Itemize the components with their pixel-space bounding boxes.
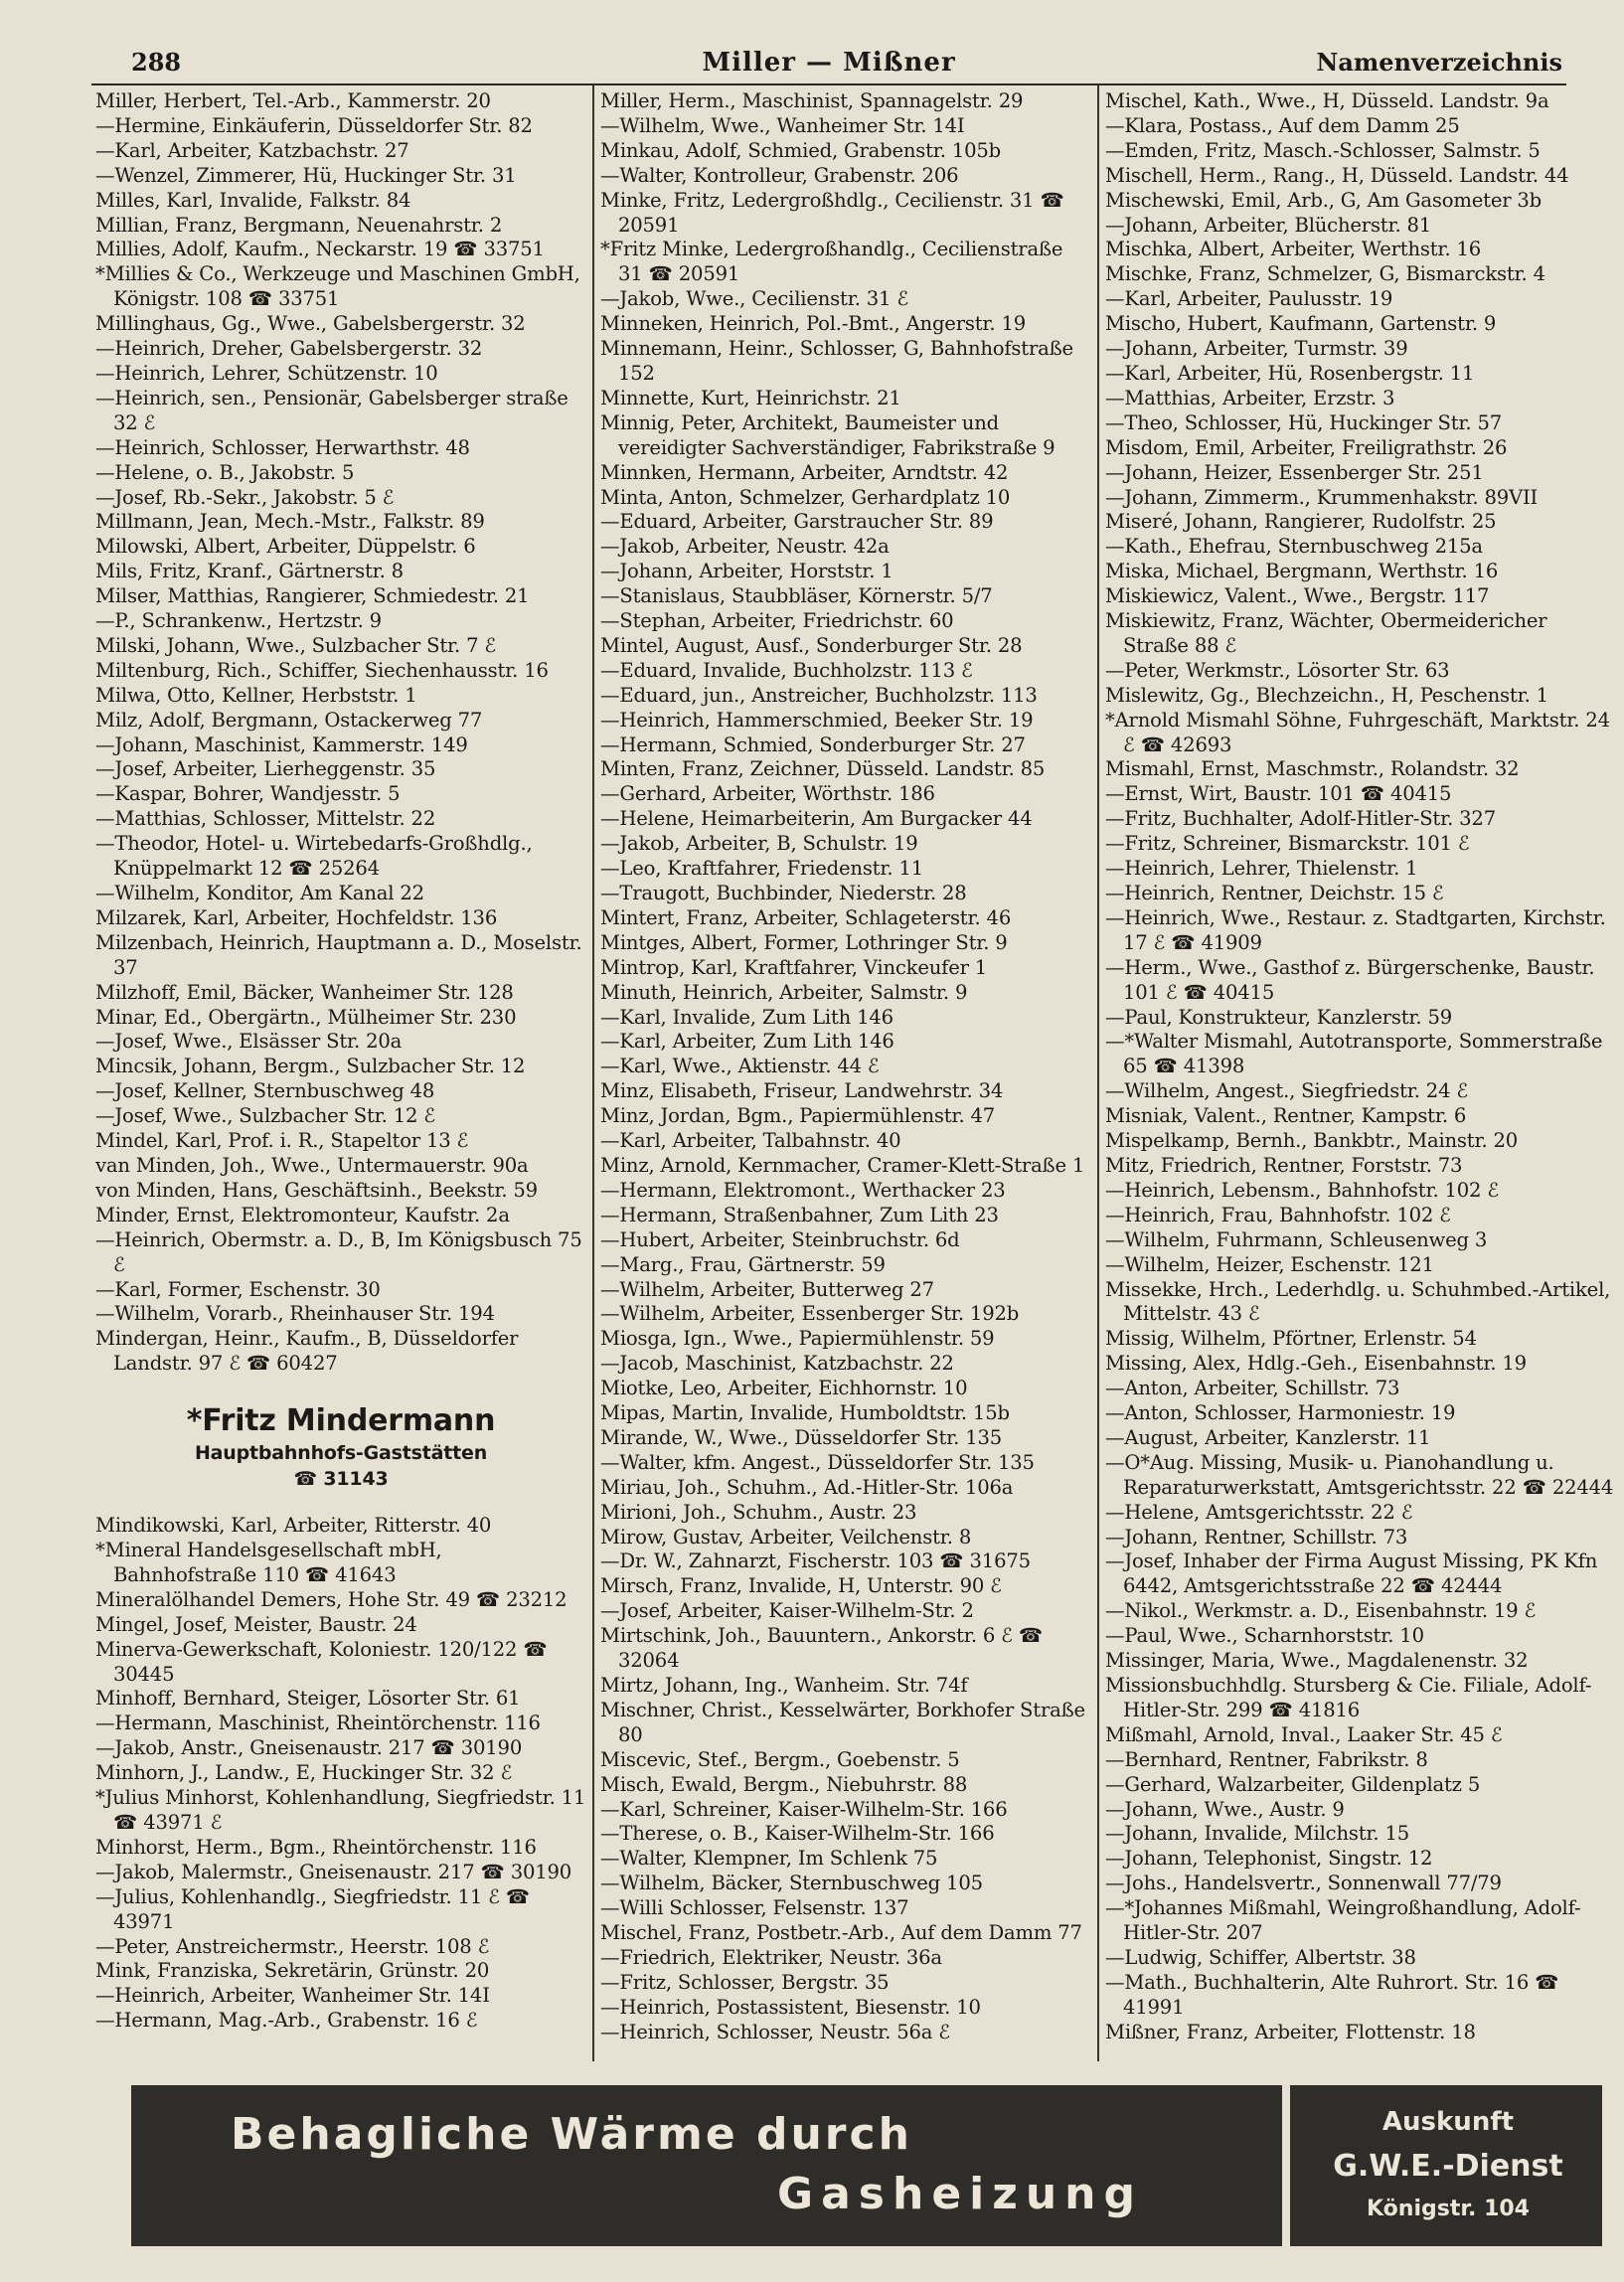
directory-entry: Minten, Franz, Zeichner, Düsseld. Landstr. 85 <box>600 757 1046 781</box>
directory-entry: —Jakob, Wwe., Cecilienstr. 31 ℰ <box>600 287 908 311</box>
directory-entry: —Karl, Former, Eschenstr. 30 <box>95 1277 381 1301</box>
directory-entry: Mingel, Josef, Meister, Baustr. 24 <box>95 1612 417 1636</box>
directory-entry: —Johann, Invalide, Milchstr. 15 <box>1105 1822 1409 1846</box>
directory-entry: Millian, Franz, Bergmann, Neuenahrstr. 2 <box>95 213 503 237</box>
directory-entry: —Johann, Rentner, Schillstr. 73 <box>1105 1525 1408 1548</box>
directory-entry: —Heinrich, sen., Pensionär, Gabelsberger straße 32 ℰ <box>95 386 568 434</box>
directory-entry: —Karl, Arbeiter, Paulusstr. 19 <box>1105 287 1393 311</box>
directory-entry: —Josef, Inhaber der Firma August Missing, PK Kfn 6442, Amtsgerichtsstraße 22 ☎ 42444 <box>1105 1549 1598 1598</box>
directory-entry: Minz, Arnold, Kernmacher, Cramer-Klett-Straße 1 <box>600 1153 1085 1177</box>
advert-name: *Fritz Mindermann <box>186 1403 496 1439</box>
directory-entry: Missionsbuchhdlg. Stursberg & Cie. Filiale, Adolf-Hitler-Str. 299 ☎ 41816 <box>1105 1674 1592 1721</box>
directory-entry: Minar, Ed., Obergärtn., Mülheimer Str. 230 <box>95 1005 517 1029</box>
directory-entry: —Karl, Arbeiter, Talbahnstr. 40 <box>600 1129 901 1153</box>
advert-box <box>95 1377 586 1514</box>
directory-entry: —Dr. W., Zahnarzt, Fischerstr. 103 ☎ 31675 <box>600 1549 1031 1573</box>
directory-entry: Mitz, Friedrich, Rentner, Forststr. 73 <box>1105 1153 1463 1177</box>
directory-entry: —Karl, Arbeiter, Zum Lith 146 <box>600 1030 894 1054</box>
directory-entry: —Jakob, Anstr., Gneisenaustr. 217 ☎ 30190 <box>95 1736 523 1760</box>
banner-info-name: G.W.E.-Dienst <box>1333 2149 1563 2184</box>
directory-entry: Mintges, Albert, Former, Lothringer Str. 9 <box>600 930 1008 954</box>
directory-entry: —Karl, Schreiner, Kaiser-Wilhelm-Str. 166 <box>600 1797 1008 1821</box>
directory-entry: Minkau, Adolf, Schmied, Grabenstr. 105b <box>600 138 1001 162</box>
directory-entry: —Karl, Wwe., Aktienstr. 44 ℰ <box>600 1055 880 1078</box>
directory-entry: Missing, Alex, Hdlg.-Geh., Eisenbahnstr. 19 <box>1105 1352 1527 1376</box>
directory-entry: —Walter, Kontrolleur, Grabenstr. 206 <box>600 163 959 187</box>
directory-entry: *Fritz Minke, Ledergroßhandlg., Cecilienstraße 31 ☎ 20591 <box>600 238 1063 286</box>
directory-entry: Mirtz, Johann, Ing., Wanheim. Str. 74f <box>600 1674 968 1697</box>
directory-entry: Misch, Ewald, Bergm., Niebuhrstr. 88 <box>600 1772 968 1796</box>
directory-entry: Mischner, Christ., Kesselwärter, Borkhofer Straße 80 <box>600 1698 1085 1746</box>
directory-entry: *Mineral Handelsgesellschaft mbH, Bahnhofstraße 110 ☎ 41643 <box>95 1539 442 1586</box>
section-title: Namenverzeichnis <box>1316 48 1562 77</box>
directory-entry: —Gerhard, Arbeiter, Wörthstr. 186 <box>600 782 935 806</box>
directory-entry: —*Johannes Mißmahl, Weingroßhandlung, Adolf-Hitler-Str. 207 <box>1105 1896 1581 1945</box>
directory-entry: Minnette, Kurt, Heinrichstr. 21 <box>600 386 901 409</box>
directory-entry: —Josef, Wwe., Sulzbacher Str. 12 ℰ <box>95 1104 435 1128</box>
directory-entry: Mirsch, Franz, Invalide, H, Unterstr. 90 ℰ <box>600 1574 1002 1598</box>
directory-entry: —Johs., Handelsvertr., Sonnenwall 77/79 <box>1105 1872 1502 1895</box>
directory-entry: *Millies & Co., Werkzeuge und Maschinen GmbH, Königstr. 108 ☎ 33751 <box>95 262 580 311</box>
directory-entry: —Herm., Wwe., Gasthof z. Bürgerschenke, Baustr. 101 ℰ ☎ 40415 <box>1105 955 1595 1004</box>
directory-entry: —Heinrich, Obermstr. a. D., B, Im Königsbusch 75 ℰ <box>95 1227 582 1276</box>
directory-entry: Missekke, Hrch., Lederhdlg. u. Schuhmbed.-Artikel, Mittelstr. 43 ℰ <box>1105 1277 1611 1326</box>
directory-entry: —Marg., Frau, Gärtnerstr. 59 <box>600 1252 886 1276</box>
column-3 <box>1105 89 1614 2062</box>
directory-entry: —Wilhelm, Bäcker, Sternbuschweg 105 <box>600 1872 983 1895</box>
directory-entry: Mischo, Hubert, Kaufmann, Gartenstr. 9 <box>1105 312 1497 336</box>
directory-entry: Milser, Matthias, Rangierer, Schmiedestr. 21 <box>95 584 530 608</box>
directory-entry: Millinghaus, Gg., Wwe., Gabelsbergerstr. 32 <box>95 312 526 336</box>
directory-entry: Mismahl, Ernst, Maschmstr., Rolandstr. 32 <box>1105 757 1520 781</box>
directory-entry: van Minden, Joh., Wwe., Untermauerstr. 90a <box>95 1153 529 1177</box>
directory-entry: Miller, Herm., Maschinist, Spannagelstr. 29 <box>600 89 1024 112</box>
directory-entry: —Johann, Telephonist, Singstr. 12 <box>1105 1847 1433 1871</box>
directory-entry: Miseré, Johann, Rangierer, Rudolfstr. 25 <box>1105 510 1497 534</box>
directory-entry: Minhoff, Bernhard, Steiger, Lösorter Str. 61 <box>95 1687 521 1711</box>
entry-list-1b <box>95 1514 586 2034</box>
directory-entry: Mintert, Franz, Arbeiter, Schlageterstr. 46 <box>600 905 1012 929</box>
directory-entry: —Josef, Wwe., Elsässer Str. 20a <box>95 1030 403 1054</box>
directory-entry: Mintel, August, Ausf., Sonderburger Str. 28 <box>600 633 1023 657</box>
directory-entry: —Wilhelm, Fuhrmann, Schleusenweg 3 <box>1105 1227 1488 1251</box>
directory-entry: Mischke, Franz, Schmelzer, G, Bismarckstr. 4 <box>1105 262 1545 286</box>
column-1 <box>95 89 586 2062</box>
banner-line-2: Gasheizung <box>777 2169 1143 2219</box>
directory-entry: —Heinrich, Lehrer, Thielenstr. 1 <box>1105 857 1418 881</box>
directory-entry: —Heinrich, Rentner, Deichstr. 15 ℰ <box>1105 882 1444 904</box>
directory-entry: Minder, Ernst, Elektromonteur, Kaufstr. 2a <box>95 1203 510 1226</box>
directory-entry: Milzenbach, Heinrich, Hauptmann a. D., Moselstr. 37 <box>95 930 582 979</box>
directory-entry: —Peter, Anstreichermstr., Heerstr. 108 ℰ <box>95 1934 490 1958</box>
directory-entry: —Helene, Amtsgerichtsstr. 22 ℰ <box>1105 1500 1413 1524</box>
directory-entry: Minnken, Hermann, Arbeiter, Arndtstr. 42 <box>600 460 1009 484</box>
directory-entry: Milzarek, Karl, Arbeiter, Hochfeldstr. 136 <box>95 905 498 929</box>
directory-entry: —Friedrich, Elektriker, Neustr. 36a <box>600 1945 942 1969</box>
directory-entry: —Johann, Heizer, Essenberger Str. 251 <box>1105 460 1484 484</box>
directory-entry: Milz, Adolf, Bergmann, Ostackerweg 77 <box>95 708 483 732</box>
directory-entry: —Wilhelm, Arbeiter, Essenberger Str. 192b <box>600 1302 1020 1326</box>
directory-entry: Miska, Michael, Bergmann, Werthstr. 16 <box>1105 560 1499 583</box>
directory-entry: Miotke, Leo, Arbeiter, Eichhornstr. 10 <box>600 1377 968 1400</box>
directory-entry: Mischell, Herm., Rang., H, Düsseld. Landstr. 44 <box>1105 163 1569 187</box>
directory-entry: —Heinrich, Schlosser, Herwarthstr. 48 <box>95 435 470 459</box>
directory-entry: —Josef, Kellner, Sternbuschweg 48 <box>95 1079 435 1103</box>
directory-entry: Mirow, Gustav, Arbeiter, Veilchenstr. 8 <box>600 1525 972 1548</box>
directory-entry: Minke, Fritz, Ledergroßhdlg., Cecilienstr. 31 ☎ 20591 <box>600 188 1064 237</box>
directory-entry: —Helene, o. B., Jakobstr. 5 <box>95 460 355 484</box>
directory-entry: Millies, Adolf, Kaufm., Neckarstr. 19 ☎ 33751 <box>95 238 545 261</box>
directory-entry: —Wilhelm, Heizer, Eschenstr. 121 <box>1105 1252 1434 1276</box>
directory-entry: Mischka, Albert, Arbeiter, Werthstr. 16 <box>1105 238 1482 261</box>
directory-entry: —Bernhard, Rentner, Fabrikstr. 8 <box>1105 1747 1428 1771</box>
directory-entry: Mißmahl, Arnold, Inval., Laaker Str. 45 ℰ <box>1105 1722 1503 1746</box>
directory-entry: Mincsik, Johann, Bergm., Sulzbacher Str. 12 <box>95 1055 526 1078</box>
directory-entry: Mischewski, Emil, Arb., G, Am Gasometer 3b <box>1105 188 1543 212</box>
directory-entry: Milzhoff, Emil, Bäcker, Wanheimer Str. 128 <box>95 980 514 1004</box>
page-header <box>91 44 1566 85</box>
directory-entry: Miltenburg, Rich., Schiffer, Siechenhausstr. 16 <box>95 658 549 682</box>
directory-entry: Miriau, Joh., Schuhm., Ad.-Hitler-Str. 106a <box>600 1475 1014 1499</box>
directory-entry: Mintrop, Karl, Kraftfahrer, Vinckeufer 1 <box>600 955 988 979</box>
advert-subtitle: Hauptbahnhofs-Gaststätten <box>194 1442 488 1465</box>
directory-entry: —Wilhelm, Konditor, Am Kanal 22 <box>95 882 424 904</box>
directory-entry: Mirioni, Joh., Schuhm., Austr. 23 <box>600 1500 917 1524</box>
directory-entry: Mißner, Franz, Arbeiter, Flottenstr. 18 <box>1105 2020 1476 2043</box>
directory-entry: —Wilhelm, Angest., Siegfriedstr. 24 ℰ <box>1105 1079 1469 1103</box>
directory-entry: Mirande, W., Wwe., Düsseldorfer Str. 135 <box>600 1425 1002 1449</box>
directory-entry: Minneken, Heinrich, Pol.-Bmt., Angerstr. 19 <box>600 312 1027 336</box>
directory-entry: Minhorst, Herm., Bgm., Rheintörchenstr. 116 <box>95 1835 537 1859</box>
directory-entry: Milowski, Albert, Arbeiter, Düppelstr. 6 <box>95 535 476 559</box>
directory-entry: Mipas, Martin, Invalide, Humboldtstr. 15b <box>600 1401 1010 1425</box>
banner-line-1: Behagliche Wärme durch <box>231 2109 912 2160</box>
directory-entry: —Karl, Arbeiter, Katzbachstr. 27 <box>95 138 409 162</box>
directory-entry: —Gerhard, Walzarbeiter, Gildenplatz 5 <box>1105 1772 1481 1796</box>
directory-entry: —Emden, Fritz, Masch.-Schlosser, Salmstr. 5 <box>1105 138 1541 162</box>
directory-entry: —Walter, kfm. Angest., Düsseldorfer Str. 135 <box>600 1450 1035 1474</box>
directory-entry: —Wilhelm, Wwe., Wanheimer Str. 14I <box>600 113 965 137</box>
directory-entry: —Ernst, Wirt, Baustr. 101 ☎ 40415 <box>1105 782 1452 806</box>
directory-entry: —Klara, Postass., Auf dem Damm 25 <box>1105 113 1460 137</box>
directory-entry: —P., Schrankenw., Hertzstr. 9 <box>95 609 382 633</box>
directory-entry: Miscevic, Stef., Bergm., Goebenstr. 5 <box>600 1747 960 1771</box>
page-title: Miller — Mißner <box>702 48 956 78</box>
directory-entry: —Wilhelm, Arbeiter, Butterweg 27 <box>600 1277 934 1301</box>
directory-entry: Minta, Anton, Schmelzer, Gerhardplatz 10 <box>600 485 1011 509</box>
directory-entry: —Peter, Werkmstr., Lösorter Str. 63 <box>1105 658 1450 682</box>
directory-entry: —Johann, Zimmerm., Krummenhakstr. 89VII <box>1105 485 1539 509</box>
directory-entry: —Jakob, Arbeiter, B, Schulstr. 19 <box>600 832 918 856</box>
directory-entry: —Johann, Arbeiter, Horststr. 1 <box>600 560 893 583</box>
directory-entry: —Paul, Konstrukteur, Kanzlerstr. 59 <box>1105 1005 1453 1029</box>
directory-entry: —Eduard, Arbeiter, Garstraucher Str. 89 <box>600 510 994 534</box>
directory-entry: —Helene, Heimarbeiterin, Am Burgacker 44 <box>600 807 1033 831</box>
banner-info-address: Königstr. 104 <box>1367 2197 1530 2221</box>
directory-entry: —Jakob, Malermstr., Gneisenaustr. 217 ☎ 30190 <box>95 1860 572 1883</box>
directory-entry: Minuth, Heinrich, Arbeiter, Salmstr. 9 <box>600 980 968 1004</box>
directory-entry: —Heinrich, Hammerschmied, Beeker Str. 19 <box>600 708 1034 732</box>
directory-entry: —Heinrich, Lebensm., Bahnhofstr. 102 ℰ <box>1105 1178 1500 1202</box>
advert-phone: ☎ 31143 <box>293 1468 389 1491</box>
directory-entry: —Therese, o. B., Kaiser-Wilhelm-Str. 166 <box>600 1822 995 1846</box>
banner-info-label: Auskunft <box>1381 2107 1515 2137</box>
directory-entry: von Minden, Hans, Geschäftsinh., Beekstr. 59 <box>95 1178 538 1202</box>
directory-entry: Mischel, Franz, Postbetr.-Arb., Auf dem Damm 77 <box>600 1921 1082 1945</box>
directory-entry: —Johann, Maschinist, Kammerstr. 149 <box>95 733 468 756</box>
directory-entry: —Jakob, Arbeiter, Neustr. 42a <box>600 535 890 559</box>
directory-entry: Miskiewitz, Franz, Wächter, Obermeidericher Straße 88 ℰ <box>1105 609 1547 657</box>
directory-entry: Misdom, Emil, Arbeiter, Freiligrathstr. 26 <box>1105 435 1508 459</box>
directory-entry: —O*Aug. Missing, Musik- u. Pianohandlung u. Reparaturwerkstatt, Amtsgerichtsstr. 22 ☎ 22444 <box>1105 1450 1614 1499</box>
directory-entry: —August, Arbeiter, Kanzlerstr. 11 <box>1105 1425 1431 1449</box>
directory-entry: —Matthias, Arbeiter, Erzstr. 3 <box>1105 386 1395 409</box>
directory-entry: Misniak, Valent., Rentner, Kampstr. 6 <box>1105 1104 1467 1128</box>
directory-entry: Missinger, Maria, Wwe., Magdalenenstr. 32 <box>1105 1649 1529 1673</box>
directory-entry: —Wilhelm, Vorarb., Rheinhauser Str. 194 <box>95 1302 495 1326</box>
directory-entry: —Heinrich, Frau, Bahnhofstr. 102 ℰ <box>1105 1203 1451 1226</box>
directory-entry: Mineralölhandel Demers, Hohe Str. 49 ☎ 23212 <box>95 1587 568 1611</box>
directory-entry: —Heinrich, Postassistent, Biesenstr. 10 <box>600 1995 981 2019</box>
directory-entry: —Heinrich, Wwe., Restaur. z. Stadtgarten, Kirchstr. 17 ℰ ☎ 41909 <box>1105 905 1606 954</box>
directory-entry: —Karl, Arbeiter, Hü, Rosenbergstr. 11 <box>1105 361 1475 385</box>
directory-entry: Milles, Karl, Invalide, Falkstr. 84 <box>95 188 411 212</box>
directory-entry: —Jacob, Maschinist, Katzbachstr. 22 <box>600 1352 954 1376</box>
directory-entry: Miller, Herbert, Tel.-Arb., Kammerstr. 20 <box>95 89 491 112</box>
column-2 <box>600 89 1091 2062</box>
directory-entry: —Hermine, Einkäuferin, Düsseldorfer Str. 82 <box>95 113 533 137</box>
directory-entry: —Josef, Rb.-Sekr., Jakobstr. 5 ℰ <box>95 485 395 509</box>
directory-entry: Miskiewicz, Valent., Wwe., Bergstr. 117 <box>1105 584 1490 608</box>
directory-entry: —Walter, Klempner, Im Schlenk 75 <box>600 1847 938 1871</box>
directory-entry: —Theo, Schlosser, Hü, Huckinger Str. 57 <box>1105 410 1503 434</box>
directory-entry: —Leo, Kraftfahrer, Friedenstr. 11 <box>600 857 923 881</box>
page-number: 288 <box>131 48 182 77</box>
entry-list-3 <box>1105 89 1614 2045</box>
directory-entry: Minnig, Peter, Architekt, Baumeister und vereidigter Sachverständiger, Fabrikstraße 9 <box>600 410 1056 459</box>
directory-entry: Mils, Fritz, Kranf., Gärtnerstr. 8 <box>95 560 404 583</box>
directory-entry: Mispelkamp, Bernh., Bankbtr., Mainstr. 20 <box>1105 1129 1519 1153</box>
directory-entry: —Heinrich, Schlosser, Neustr. 56a ℰ <box>600 2020 950 2043</box>
directory-entry: Mischel, Kath., Wwe., H, Düsseld. Landstr. 9a <box>1105 89 1549 112</box>
directory-entry: —Heinrich, Lehrer, Schützenstr. 10 <box>95 361 438 385</box>
directory-entry: —Anton, Arbeiter, Schillstr. 73 <box>1105 1377 1400 1400</box>
directory-entry: —Johann, Arbeiter, Turmstr. 39 <box>1105 337 1408 361</box>
directory-entry: Miosga, Ign., Wwe., Papiermühlenstr. 59 <box>600 1327 995 1351</box>
directory-entry: —Johann, Wwe., Austr. 9 <box>1105 1797 1345 1821</box>
directory-entry: —Math., Buchhalterin, Alte Ruhrort. Str. 16 ☎ 41991 <box>1105 1970 1559 2019</box>
directory-entry: —Anton, Schlosser, Harmoniestr. 19 <box>1105 1401 1456 1425</box>
directory-entry: Mindikowski, Karl, Arbeiter, Ritterstr. 40 <box>95 1514 492 1538</box>
directory-entry: —Kaspar, Bohrer, Wandjesstr. 5 <box>95 782 401 806</box>
directory-entry: —Eduard, jun., Anstreicher, Buchholzstr. 113 <box>600 683 1038 707</box>
directory-entry: —Heinrich, Arbeiter, Wanheimer Str. 14I <box>95 1984 490 2008</box>
directory-entry: Minhorn, J., Landw., E, Huckinger Str. 32 ℰ <box>95 1761 513 1785</box>
directory-entry: Milski, Johann, Wwe., Sulzbacher Str. 7 ℰ <box>95 633 497 657</box>
directory-entry: —Kath., Ehefrau, Sternbuschweg 215a <box>1105 535 1483 559</box>
directory-entry: —Fritz, Schreiner, Bismarckstr. 101 ℰ <box>1105 832 1470 856</box>
directory-entry: —Josef, Arbeiter, Kaiser-Wilhelm-Str. 2 <box>600 1599 974 1623</box>
entry-list-2 <box>600 89 1091 2045</box>
directory-entry: —Stephan, Arbeiter, Friedrichstr. 60 <box>600 609 954 633</box>
column-divider <box>1097 85 1099 2061</box>
directory-entry: —Fritz, Schlosser, Bergstr. 35 <box>600 1970 890 1994</box>
directory-entry: Minerva-Gewerkschaft, Koloniestr. 120/122 ☎ 30445 <box>95 1637 548 1686</box>
directory-entry: Minnemann, Heinr., Schlosser, G, Bahnhofstraße 152 <box>600 337 1073 385</box>
directory-entry: —Ludwig, Schiffer, Albertstr. 38 <box>1105 1945 1416 1969</box>
directory-entry: Mirtschink, Joh., Bauuntern., Ankorstr. 6 ℰ ☎ 32064 <box>600 1624 1044 1673</box>
directory-entry: Mink, Franziska, Sekretärin, Grünstr. 20 <box>95 1959 490 1983</box>
directory-entry: Missig, Wilhelm, Pförtner, Erlenstr. 54 <box>1105 1327 1477 1351</box>
directory-entry: —Johann, Arbeiter, Blücherstr. 81 <box>1105 213 1432 237</box>
directory-entry: —Fritz, Buchhalter, Adolf-Hitler-Str. 327 <box>1105 807 1496 831</box>
entry-list-1a <box>95 89 586 1377</box>
directory-entry: —Eduard, Invalide, Buchholzstr. 113 ℰ <box>600 658 973 682</box>
directory-entry: —Hermann, Maschinist, Rheintörchenstr. 116 <box>95 1712 541 1735</box>
directory-entry: —Nikol., Werkmstr. a. D., Eisenbahnstr. 19 ℰ <box>1105 1599 1537 1623</box>
directory-entry: —Traugott, Buchbinder, Niederstr. 28 <box>600 882 967 904</box>
directory-entry: —Matthias, Schlosser, Mittelstr. 22 <box>95 807 436 831</box>
directory-entry: —Theodor, Hotel- u. Wirtebedarfs-Großhdlg., Knüppelmarkt 12 ☎ 25264 <box>95 832 533 881</box>
banner-separator <box>1282 2085 1290 2246</box>
directory-entry: —Hermann, Mag.-Arb., Grabenstr. 16 ℰ <box>95 2009 478 2033</box>
directory-entry: —Hubert, Arbeiter, Steinbruchstr. 6d <box>600 1227 960 1251</box>
directory-entry: —Karl, Invalide, Zum Lith 146 <box>600 1005 893 1029</box>
directory-entry: Milwa, Otto, Kellner, Herbststr. 1 <box>95 683 417 707</box>
advert-banner <box>131 2085 1602 2246</box>
directory-entry: —Julius, Kohlenhandlg., Siegfriedstr. 11 ℰ ☎ 43971 <box>95 1884 531 1933</box>
directory-entry: Millmann, Jean, Mech.-Mstr., Falkstr. 89 <box>95 510 485 534</box>
directory-entry: —Wenzel, Zimmerer, Hü, Huckinger Str. 31 <box>95 163 517 187</box>
directory-entry: Mindel, Karl, Prof. i. R., Stapeltor 13 ℰ <box>95 1129 469 1153</box>
directory-entry: —Hermann, Straßenbahner, Zum Lith 23 <box>600 1203 999 1226</box>
directory-entry: —Willi Schlosser, Felsenstr. 137 <box>600 1896 909 1920</box>
directory-entry: —Heinrich, Dreher, Gabelsbergerstr. 32 <box>95 337 483 361</box>
directory-entry: —Paul, Wwe., Scharnhorststr. 10 <box>1105 1624 1424 1648</box>
directory-entry: Mislewitz, Gg., Blechzeichn., H, Peschenstr. 1 <box>1105 683 1548 707</box>
column-divider <box>592 85 594 2061</box>
directory-entry: Minz, Elisabeth, Friseur, Landwehrstr. 34 <box>600 1079 1004 1103</box>
directory-entry: *Julius Minhorst, Kohlenhandlung, Siegfriedstr. 11 ☎ 43971 ℰ <box>95 1786 586 1834</box>
directory-entry: *Arnold Mismahl Söhne, Fuhrgeschäft, Marktstr. 24 ℰ ☎ 42693 <box>1105 708 1610 756</box>
directory-entry: —Josef, Arbeiter, Lierheggenstr. 35 <box>95 757 436 781</box>
directory-entry: —*Walter Mismahl, Autotransporte, Sommerstraße 65 ☎ 41398 <box>1105 1030 1603 1078</box>
directory-entry: —Stanislaus, Staubbläser, Körnerstr. 5/7 <box>600 584 993 608</box>
directory-entry: —Hermann, Schmied, Sonderburger Str. 27 <box>600 733 1026 756</box>
directory-entry: Mindergan, Heinr., Kaufm., B, Düsseldorfer Landstr. 97 ℰ ☎ 60427 <box>95 1327 519 1376</box>
directory-entry: Minz, Jordan, Bgm., Papiermühlenstr. 47 <box>600 1104 996 1128</box>
directory-entry: —Hermann, Elektromont., Werthacker 23 <box>600 1178 1006 1202</box>
